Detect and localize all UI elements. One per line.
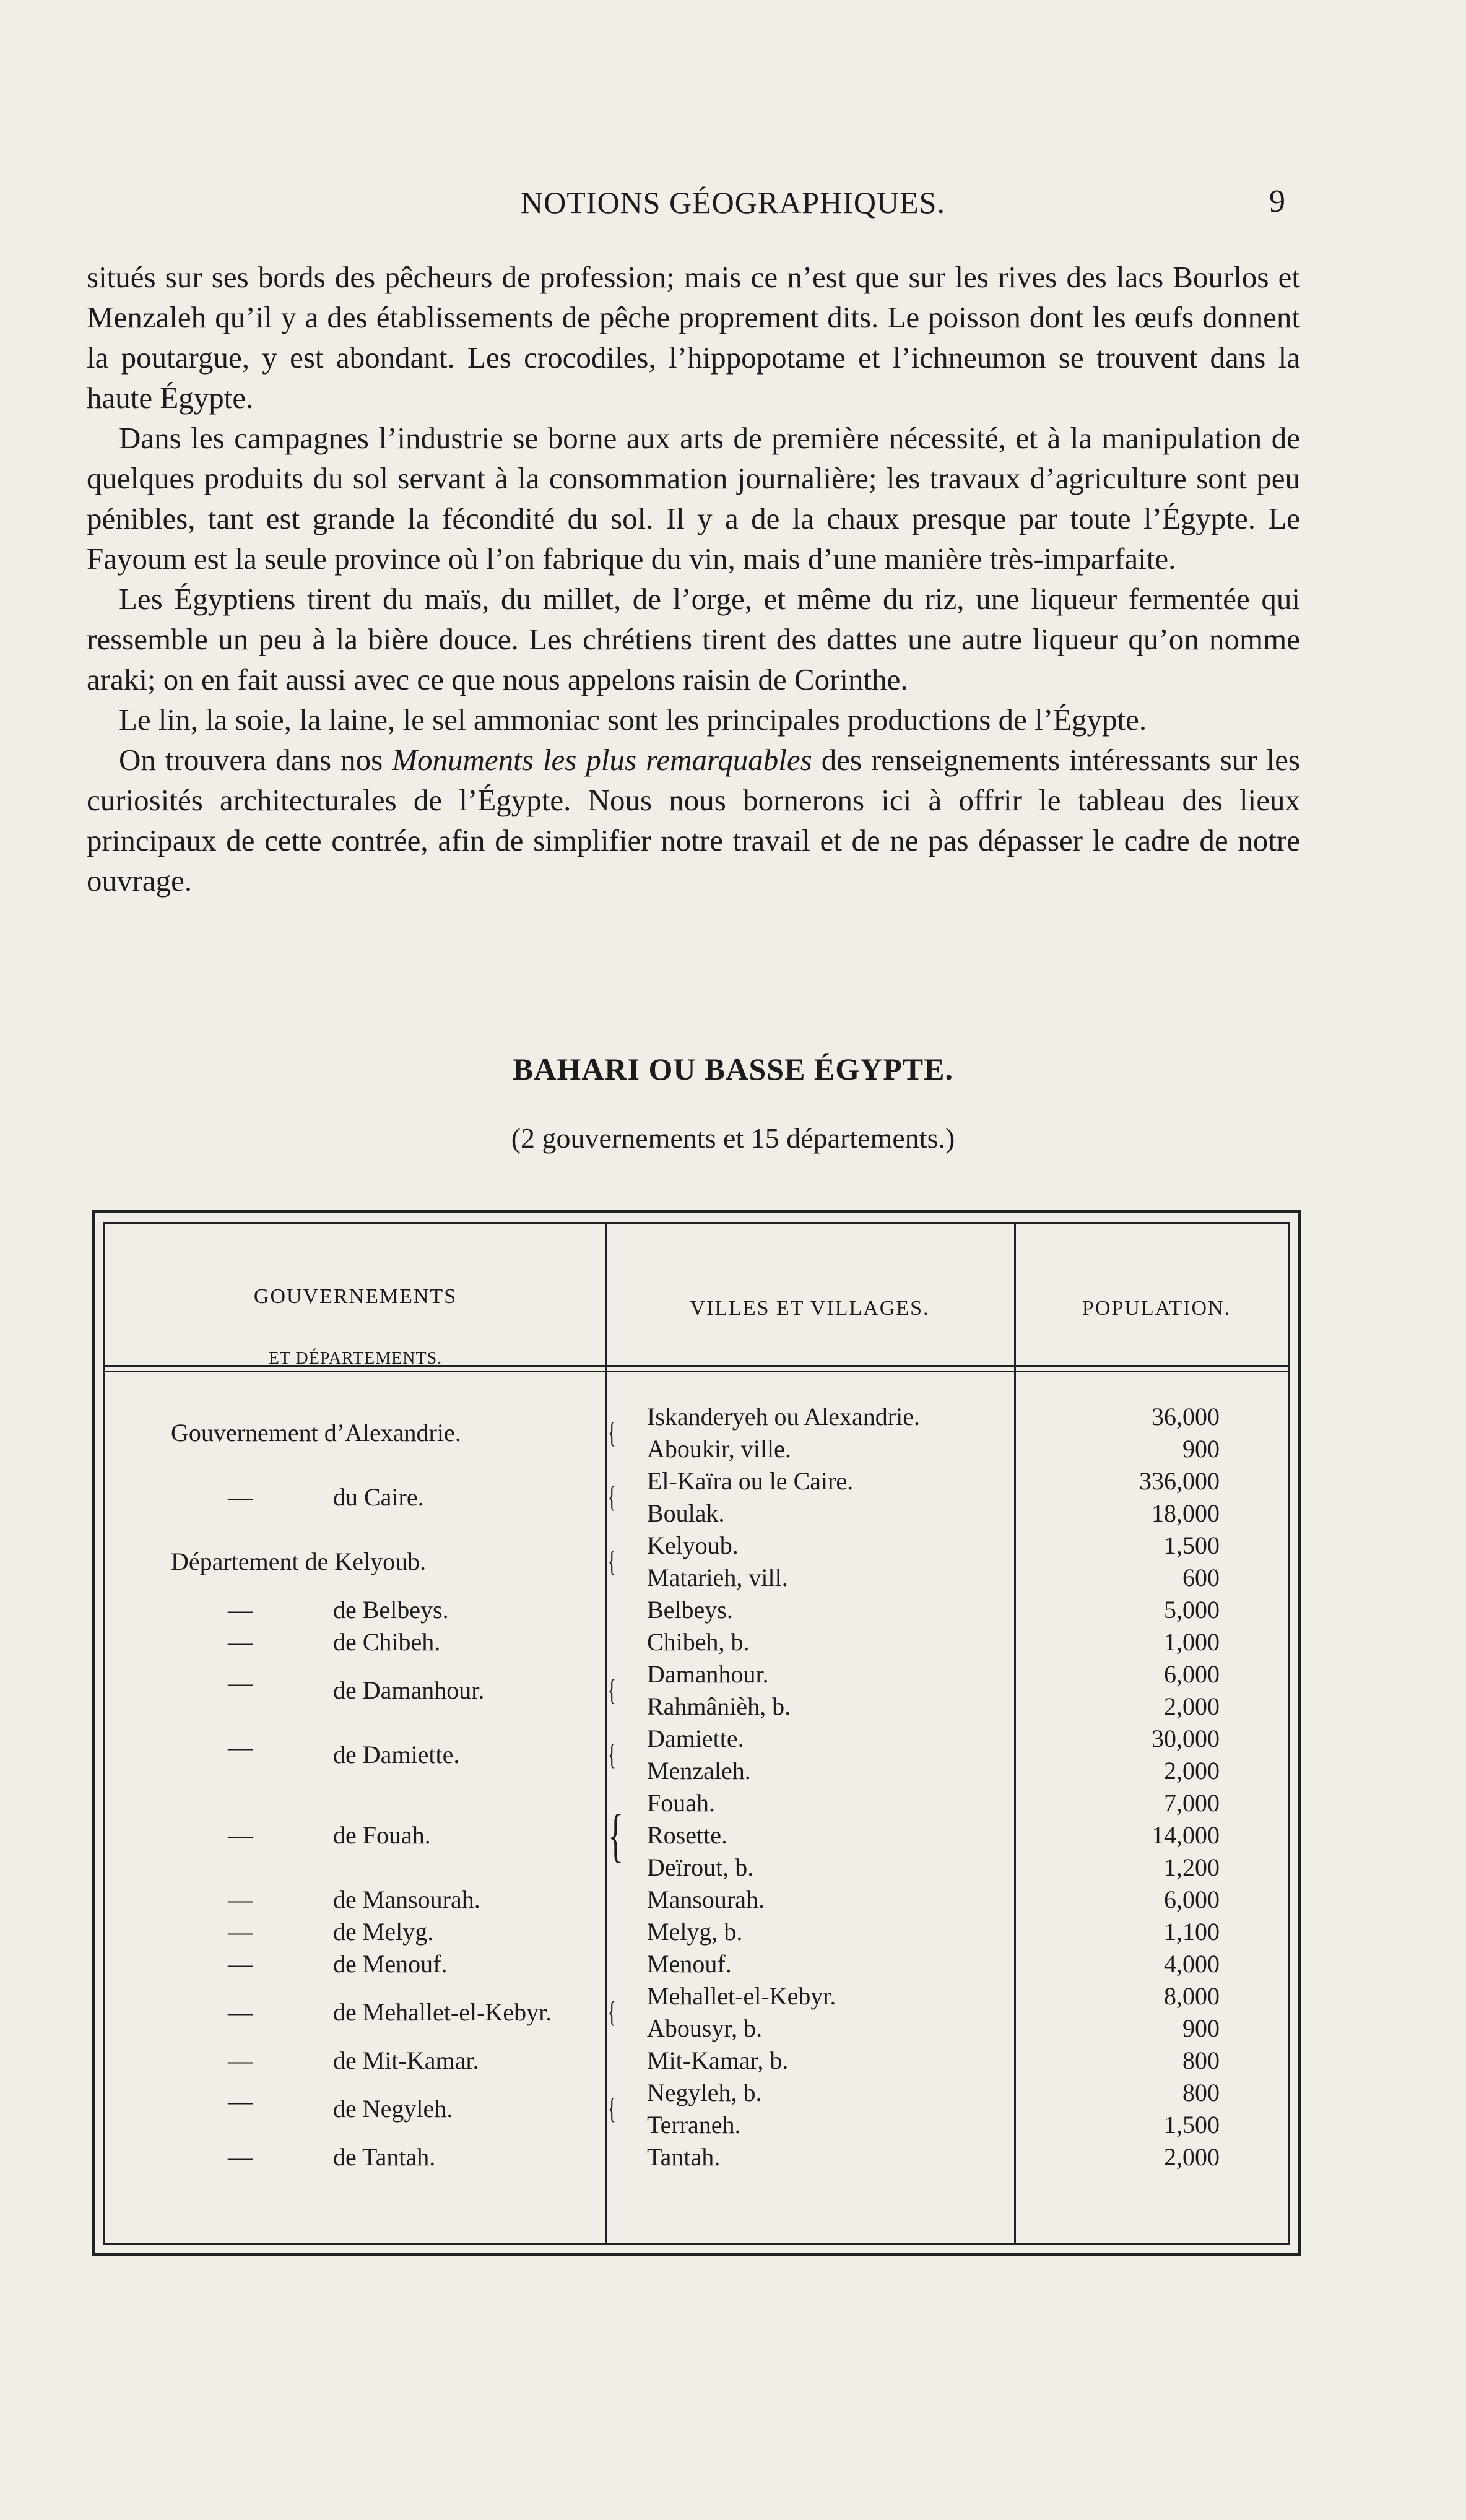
paragraph-5-after: des renseignements intéressants sur les curiosités architecturales de l’Égypte. Nous nous bornerons ici à offrir le tableau des lieux principaux de cette contrée, afin de simplifier notre travail et de ne pas dépasser le cadre de notre ouvrage.: [87, 743, 1300, 898]
header-population: POPULATION.: [1082, 1297, 1231, 1320]
population-value: 30,000: [1152, 1725, 1220, 1752]
gov-dash: —: [228, 1483, 253, 1511]
gov-dash: —: [228, 1950, 253, 1978]
gov-damanhour: de Damanhour.: [333, 1676, 485, 1704]
population-value: 1,100: [1164, 1918, 1220, 1946]
population-table: [92, 1210, 1301, 2256]
gov-mehallet: de Mehallet-el-Kebyr.: [333, 1998, 552, 2026]
paragraph-4: Le lin, la soie, la laine, le sel ammoniac sont les principales productions de l’Égypte.: [119, 703, 1147, 737]
paragraph-5-before: On trouvera dans nos: [119, 743, 393, 777]
gov-caire: du Caire.: [333, 1483, 424, 1511]
page-number: 9: [1269, 184, 1285, 219]
table-inner-border: [103, 1222, 1290, 2245]
population-value: 600: [1182, 1564, 1220, 1591]
paragraph-5: [87, 740, 1300, 901]
paragraph-5-italic: Monuments les plus remarquables: [392, 743, 812, 777]
gov-melyg: de Melyg.: [333, 1918, 434, 1946]
village-name: Terraneh.: [647, 2111, 741, 2139]
gov-dash: —: [228, 1669, 253, 1697]
running-head: [0, 180, 1466, 229]
village-name: Damanhour.: [647, 1660, 769, 1688]
header-gouvernements-line2: ET DÉPARTEMENTS.: [268, 1349, 443, 1368]
village-name: Abousyr, b.: [647, 2014, 763, 2042]
header-gouvernements: [105, 1266, 605, 1390]
brace-icon: {: [608, 1738, 616, 1771]
gov-belbeys: de Belbeys.: [333, 1596, 449, 1624]
gov-mansourah: de Mansourah.: [333, 1886, 480, 1913]
population-value: 900: [1182, 2014, 1220, 2042]
header-villes: VILLES ET VILLAGES.: [690, 1297, 930, 1320]
brace-icon: {: [608, 1481, 616, 1513]
village-name: Deïrout, b.: [647, 1853, 754, 1881]
gov-dash: —: [228, 2087, 253, 2115]
village-name: Boulak.: [647, 1499, 725, 1527]
population-value: 4,000: [1164, 1950, 1220, 1978]
gov-dash: —: [228, 1918, 253, 1946]
paragraph-1: situés sur ses bords des pêcheurs de profession; mais ce n’est que sur les rives des lacs Bourlos et Menzaleh qu’il y a des établissements de pêche proprement dits. Le poisson dont les œufs donnent la poutargue, y est abondant. Les crocodiles, l’hippopotame et l’ichneumon se trouvent dans la haute Égypte.: [87, 260, 1300, 415]
gov-menouf: de Menouf.: [333, 1950, 448, 1978]
population-value: 14,000: [1152, 1821, 1220, 1849]
village-name: Aboukir, ville.: [647, 1435, 791, 1463]
gov-dash: —: [228, 1886, 253, 1913]
gov-dash: —: [228, 1733, 253, 1761]
population-value: 5,000: [1164, 1596, 1220, 1624]
village-name: Melyg, b.: [647, 1918, 743, 1946]
population-value: 8,000: [1164, 1982, 1220, 2010]
village-name: Chibeh, b.: [647, 1628, 750, 1656]
gov-kelyoub: Département de Kelyoub.: [171, 1548, 427, 1575]
village-name: Menzaleh.: [647, 1757, 751, 1785]
population-value: 336,000: [1139, 1467, 1220, 1495]
village-name: Rosette.: [647, 1821, 727, 1849]
brace-icon: {: [608, 1996, 616, 2029]
village-name: Negyleh, b.: [647, 2079, 762, 2106]
gov-mit-kamar: de Mit-Kamar.: [333, 2046, 479, 2074]
population-value: 2,000: [1164, 1692, 1220, 1720]
population-value: 1,500: [1164, 2111, 1220, 2139]
population-value: 2,000: [1164, 1757, 1220, 1785]
village-name: Belbeys.: [647, 1596, 733, 1624]
paragraph-3: Les Égyptiens tirent du maïs, du millet, de l’orge, et même du riz, une liqueur fermentée qui ressemble un peu à la bière douce. Les chrétiens tirent des dattes une autre liqueur qu’on nomme araki; on en fait aussi avec ce que nous appelons raisin de Corinthe.: [87, 582, 1300, 696]
population-value: 6,000: [1164, 1886, 1220, 1913]
population-value: 7,000: [1164, 1789, 1220, 1817]
paragraph-2: Dans les campagnes l’industrie se borne aux arts de première nécessité, et à la manipulation de quelques produits du sol servant à la consommation journalière; les travaux d’agriculture sont peu pénibles, tant est grande la fécondité du sol. Il y a de la chaux presque par toute l’Égypte. Le Fayoum est la seule province où l’on fabrique du vin, mais d’une manière très-imparfaite.: [87, 421, 1300, 576]
gov-tantah: de Tantah.: [333, 2143, 436, 2171]
gov-dash: —: [228, 1596, 253, 1624]
population-value: 800: [1182, 2079, 1220, 2106]
population-value: 1,000: [1164, 1628, 1220, 1656]
gov-negyleh: de Negyleh.: [333, 2095, 453, 2123]
village-name: Menouf.: [647, 1950, 732, 1978]
village-name: Damiette.: [647, 1725, 744, 1752]
gov-alexandrie: Gouvernement d’Alexandrie.: [171, 1419, 461, 1447]
gov-chibeh: de Chibeh.: [333, 1628, 441, 1656]
village-name: Iskanderyeh ou Alexandrie.: [647, 1403, 920, 1431]
section-subtitle: (2 gouvernements et 15 départements.): [511, 1122, 955, 1154]
population-value: 2,000: [1164, 2143, 1220, 2171]
population-value: 18,000: [1152, 1499, 1220, 1527]
gov-dash: —: [228, 2046, 253, 2074]
village-name: Kelyoub.: [647, 1531, 739, 1559]
header-gouvernements-line1: GOUVERNEMENTS: [253, 1285, 458, 1308]
brace-icon: {: [608, 2092, 616, 2125]
gov-damiette: de Damiette.: [333, 1741, 460, 1769]
population-value: 800: [1182, 2046, 1220, 2074]
village-name: Mit-Kamar, b.: [647, 2046, 789, 2074]
village-name: Tantah.: [647, 2143, 721, 2171]
gov-fouah: de Fouah.: [333, 1821, 431, 1849]
brace-icon: {: [608, 1545, 616, 1578]
gov-dash: —: [228, 1821, 253, 1849]
population-value: 36,000: [1152, 1403, 1220, 1431]
brace-icon: {: [608, 1674, 616, 1707]
brace-icon: {: [608, 1802, 624, 1868]
population-value: 1,500: [1164, 1531, 1220, 1559]
population-value: 6,000: [1164, 1660, 1220, 1688]
village-name: Fouah.: [647, 1789, 715, 1817]
gov-dash: —: [228, 1998, 253, 2026]
population-value: 1,200: [1164, 1853, 1220, 1881]
section-title: BAHARI OU BASSE ÉGYPTE.: [512, 1052, 954, 1086]
gov-dash: —: [228, 2143, 253, 2171]
village-name: Mehallet-el-Kebyr.: [647, 1982, 836, 2010]
gov-dash: —: [228, 1628, 253, 1656]
running-head-title: NOTIONS GÉOGRAPHIQUES.: [521, 185, 945, 220]
column-divider-1: [605, 1224, 607, 2243]
body-text: [87, 257, 1300, 901]
population-value: 900: [1182, 1435, 1220, 1463]
brace-icon: {: [608, 1416, 616, 1449]
village-name: Rahmânièh, b.: [647, 1692, 791, 1720]
village-name: Mansourah.: [647, 1886, 765, 1913]
village-name: El-Kaïra ou le Caire.: [647, 1467, 854, 1495]
village-name: Matarieh, vill.: [647, 1564, 788, 1591]
